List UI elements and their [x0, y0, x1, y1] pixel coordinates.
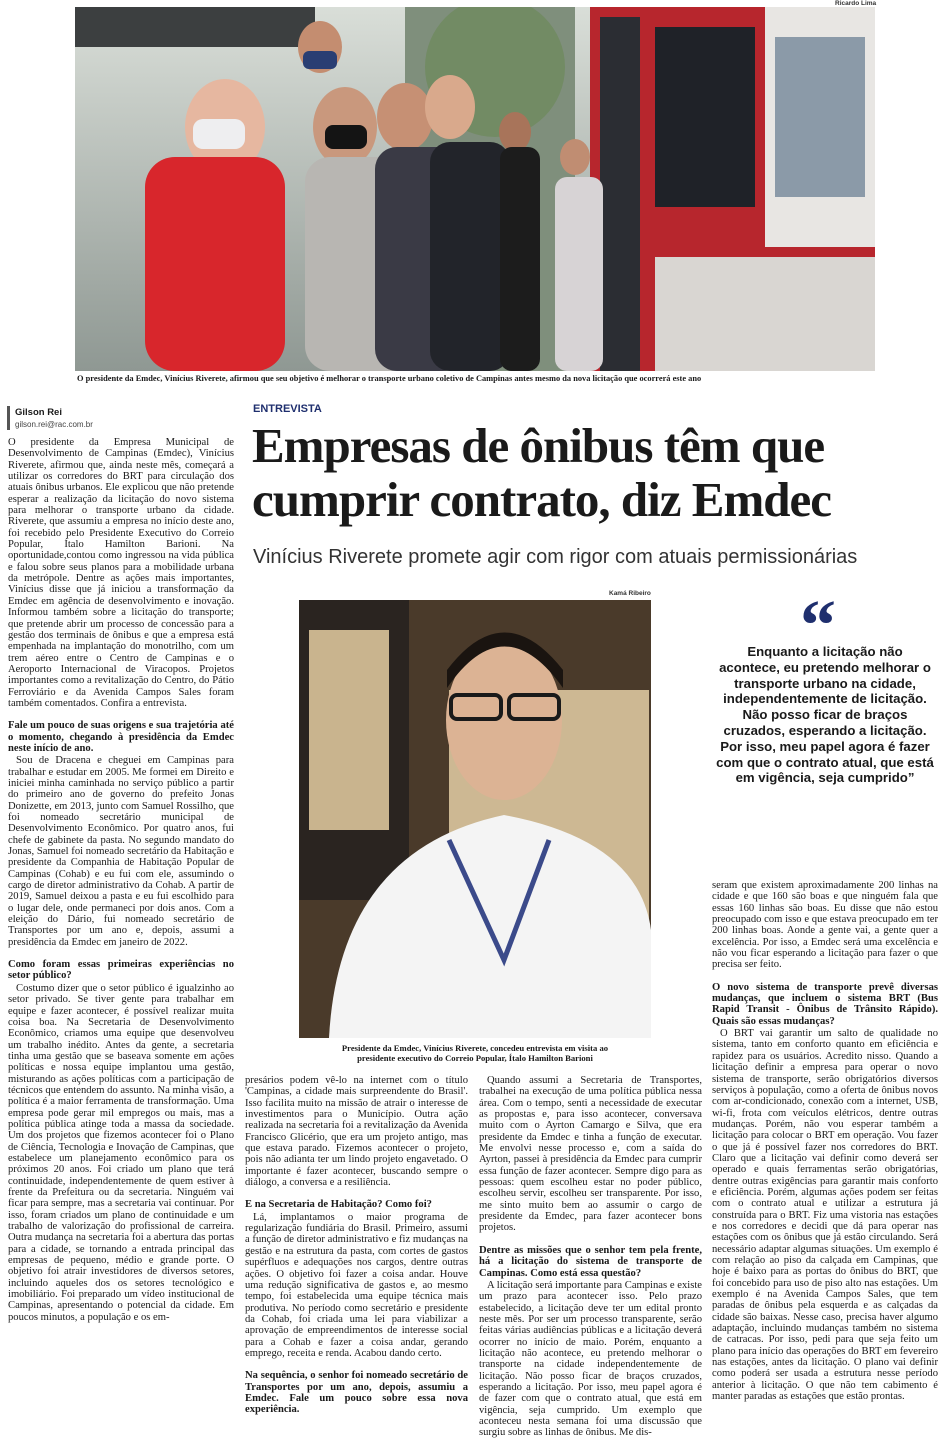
- portrait-photo-illustration: [299, 600, 651, 1038]
- question-1: Fale um pouco de suas origens e sua trajetória até o momento, chegando à presidência da Emdec neste início de ano.: [8, 720, 234, 754]
- mid-photo-caption: [299, 1043, 651, 1063]
- top-photo-caption: O presidente da Emdec, Vinícius Riverete, afirmou que seu objetivo é melhorar o transporte urbano coletivo de Campinas antes mesmo da nova licitação que ocorrerá este ano: [77, 374, 702, 383]
- section-label: ENTREVISTA: [253, 403, 322, 415]
- byline-rule: [7, 406, 10, 430]
- byline-email[interactable]: gilson.rei@rac.com.br: [15, 420, 93, 429]
- answer-6: O BRT vai garantir um salto de qualidade no sistema, tanto em conforto quanto em eficiência e rapidez para os usuários. Acredito nisso. Quando a licitação definir a empresa para operar o novo sistema de transporte, serão obrigatórios diversos serviços à população, como a oferta de ônibus novos com ar-condicionado, conexão com a internet, USB, wi-fi, frota com veículos elétricos, dentre outras mudanças. Porém, não vou esperar também a licitação para colocar o BRT em operação. Vou fazer o que já é possível fazer nos corredores do BRT. Claro que a licitação vai definir como deverá ser operado e quais ferramentas serão obrigatórias, dentre outras exigências para garantir mais conforto e eficiência. Porém, algumas ações podem ser feitas com o contrato atual e utilizar a estrutura já construída para o BRT. Fiz uma vistoria nas estações e nos corredores e decidi que dá para operar nas estações com os ônibus que já estão circulando. Será necessário adaptar algumas situações. Um exemplo é com relação ao piso da calçada em Campinas, que hoje é baixo para as portas do ônibus do BRT, que foi concebido para uso de piso alto nas estações. Um exemplo é na Avenida Campos Sales, que tem paradas de ônibus pela esquerda e as calçadas da cidade são baixas. Nesse caso, precisa haver algumo adaptação, incluindo mudanças também no sistema de catracas. Por isso, pedi para que seja feito um plano para início das operações do BRT em fevereiro nas estações, antes da licitação. O plano vai definir como poderá ser usada a estrutura nesse período anterior à licitação. O que não tem cabimento é manter paradas as estações que estão prontas.: [712, 1028, 938, 1403]
- headline-line-2: cumprir contrato, diz Emdec: [252, 472, 832, 527]
- article-column-1: [8, 437, 234, 1449]
- answer-2-continued: presários podem vê-lo na internet com o título 'Campinas, a cidade mais surpreendente do Brasil'. Isso facilita muito na missão de atrair o interesse de investimentos para o Município. Outra ação realizada na secretaria foi a revitalização da Avenida Francisco Glicério, que era um projeto antigo, mas que estava parado. Fizemos acontecer o projeto, pois não adianta ter um lindo projeto engavetado. O importante é fazer acontecer, buscando sempre o diálogo, a conversa e a resiliência.: [245, 1075, 468, 1189]
- answer-4: Quando assumi a Secretaria de Transportes, trabalhei na execução de uma política pública nessa área. Com o tempo, senti a necessidade de executar as propostas e, para isso acontecer, conversava muito com o Ayrton Camargo e Silva, que era presidente da Emdec e tinha a função de executar. Me envolvi nesse processo e, com a saída do Ayrton, passei à presidência da Emdec para cumprir essa função de fazer acontecer. Sempre digo para as pessoas: quem escolheu estar no poder público, escolheu servir, escolheu ser transparente. Por isso, me sinto muito bem ao assumir o cargo de presidente da Emdec, para fazer acontecer bons projetos.: [479, 1075, 702, 1234]
- byline-name: Gilson Rei: [15, 407, 62, 418]
- article-column-3: [479, 1075, 702, 1449]
- article-column-4: [712, 880, 938, 1449]
- top-photo: [75, 7, 875, 371]
- answer-3: Lá, implantamos o maior programa de regularização fundiária do Brasil. Primeiro, assumi a função de diretor administrativo e fiz mudanças na gestão e na estrutura da pasta, com cortes de gastos supérfluos e adequações nos cargos, dentre outras ações. O objetivo foi fazer a coisa andar. Houve uma redução significativa de gastos e, ao mesmo tempo, foi estabelecida uma equipe técnica mais produtiva. No período como secretário e presidente da Cohab, foi criada uma lei para viabilizar a aprovação de empreendimentos de interesse social para a Cohab e fazer a coisa andar, gerando emprego, receita e renda. Acabou dando certo.: [245, 1211, 468, 1359]
- answer-2: Costumo dizer que o setor público é igualzinho ao setor privado. Se tiver gente para trabalhar em equipe e fazer acontecer, é possível realizar muita coisa boa. Na Secretaria de Desenvolvimento Econômico, criamos uma equipe que desenvolveu um trabalho inédito. Antes da gente, a secretaria tinha uma gestão que se baseava somente em ações políticas e nossa equipe implantou uma gestão, misturando as ações políticas com a participação de técnicos que entendem do assunto. Na minha visão, a política é a maior ferramenta de transformação. Uma empresa pode gerar mil empregos ou mais, mas a política pública atinge toda a massa da sociedade. Um dos projetos que fizemos acontecer foi o Plano de Ciência, Tecnologia e Inovação de Campinas, que estabelece um planejamento econômico para os próximos 20 anos. Foi criado um plano que terá continuidade, independentemente de quem estiver à frente da Prefeitura ou da secretaria. Ninguém vai ficar para sempre, mas a secretaria vai continuar. Por isso, foram criados um plano de continuidade e um trabalho de valorização do profissional de carreira. Outra mudança na secretaria foi a abertura das portas para a cidade, se tornando a entrada principal das empresas de pequeno, médio e grande porte. O objetivo foi atrair investidores de diversos setores, incluindo aqueles dos os setores tecnológico e imobiliário. Foi preparado um vídeo institucional de Campinas, apresentando o potencial da cidade. Em poucos minutos, a população e os em-: [8, 982, 234, 1323]
- article-column-2: [245, 1075, 468, 1449]
- subheadline: Vinícius Riverete promete agir com rigor com atuais permissionárias: [253, 546, 858, 568]
- headline-line-1: Empresas de ônibus têm que: [252, 418, 825, 473]
- question-3: E na Secretaria de Habitação? Como foi?: [245, 1199, 432, 1211]
- quote-mark-icon: “: [800, 585, 836, 665]
- pull-quote: Enquanto a licitação não acontece, eu pretendo melhorar o transporte urbano na cidade, independentemente de licitação. Não posso ficar de braços cruzados, esperando a licitação. Por isso, meu papel agora é fazer com que o contrato atual, que está em vigência, seja cumprido”: [716, 644, 934, 786]
- top-photo-credit: Ricardo Lima: [835, 0, 877, 7]
- mid-photo: [299, 600, 651, 1038]
- answer-5-continued: seram que existem aproximadamente 200 linhas na cidade e que 160 são boas e que ninguém fala que essas 160 linhas são boas. Eu disse que não estou preocupado com isso e que estava preocupado em ter 200 linhas boas. Aonde a gente vai, a gente quer a excelência. Por isso, a Emdec será uma excelência e não vou ficar esperando a licitação para fazer o que precisa ser feito.: [712, 880, 938, 971]
- headline: [252, 419, 942, 527]
- mid-photo-caption-line-2: presidente executivo do Correio Popular, Ítalo Hamilton Barioni: [357, 1053, 593, 1063]
- question-4: Na sequência, o senhor foi nomeado secretário de Transportes por um ano, depois, assumiu a Emdec. Fale um pouco sobre essa nova experiência.: [245, 1370, 468, 1416]
- answer-1: Sou de Dracena e cheguei em Campinas para trabalhar e estudar em 2005. Me formei em Direito e iniciei minha caminhada no serviço público a partir do primeiro ano de governo do prefeito Jonas Donizette, em 2013, junto com Samuel Rossilho, que foi nomeado secretário municipal de Desenvolvimento Econômico. Por quatro anos, fui chefe de gabinete da pasta. No segundo mandato do Jonas, Samuel foi nomeado secretário da Habitação e presidente da Companhia de Habitação Popular de Campinas (Cohab) e eu fui com ele, assumindo o cargo de diretor administrativo da Cohab. A partir de 2019, Samuel deixou a pasta e eu fui escolhido para o lugar dele, onde permaneci por dois anos. Com a eleição do Dário, fui nomeado secretário de Transportes por um ano e, depois, assumi a presidência da Emdec em janeiro de 2022.: [8, 755, 234, 948]
- question-6: O novo sistema de transporte prevê diversas mudanças, que incluem o sistema BRT (Bus Rapid Transit - Ônibus de Trânsito Rápido). Quais são essas mudanças?: [712, 981, 938, 1027]
- bus-stop-photo-illustration: [75, 7, 875, 371]
- intro-paragraph: O presidente da Empresa Municipal de Desenvolvimento de Campinas (Emdec), Vinícius Riverete, afirmou que, ainda neste mês, começará a utilizar os corredores do BRT para circulação dos atuais ônibus urbanos. Ele explicou que não pretende esperar a realização da licitação do novo sistema para melhorar o transporte urbano da cidade. Riverete, que assumiu a empresa no início deste ano, foi recebido pelo Presidente Executivo do Correio Popular, Ítalo Hamilton Barioni. Na oportunidade,contou como ingressou na vida pública e falou sobre seus planos para a mobilidade urbana da metrópole. Dentre as ações mais importantes, Vinícius disse que já iniciou a transformação da Emdec em agência de desenvolvimento e inovação. Informou também sobre a licitação do transporte; que pretende abrir um processo de concessão para a gestão dos terminais de ônibus e que a empresa está empenhada na implantação do monotrilho, com um trem aéreo entre o Centro de Campinas e o Aeroporto Internacional de Viracopos. Projetos importantes como a revitalização do Centro, do Pátio Ferroviário e da Avenida Campos Sales foram também comentados. Confira a entrevista.: [8, 437, 234, 709]
- mid-photo-caption-line-1: Presidente da Emdec, Vinícius Riverete, concedeu entrevista em visita ao: [341, 1043, 609, 1053]
- question-5: Dentre as missões que o senhor tem pela frente, há a licitação do sistema de transporte de Campinas. Como está essa questão?: [479, 1244, 702, 1279]
- mid-photo-credit: Kamá Ribeiro: [609, 590, 651, 597]
- answer-5: A licitação será importante para Campinas e existe um prazo para acontecer isso. Pelo prazo estabelecido, a licitação deve ter um edital pronto neste mês. Por ser um processo transparente, serão feitas várias audiências públicas e a licitação deverá ocorrer no início de maio. Porém, enquanto a licitação não acontece, eu pretendo melhorar o transporte na cidade independentemente de licitação. Não posso ficar de braços cruzados, esperando a licitação. Por isso, meu papel agora é de fazer com que o contrato atual, que está em vigência, seja cumprido. Um exemplo que aconteceu nesta semana foi uma discussão que surgiu sobre as linhas de ônibus. Me dis-: [479, 1279, 702, 1439]
- question-2: Como foram essas primeiras experiências no setor público?: [8, 959, 234, 982]
